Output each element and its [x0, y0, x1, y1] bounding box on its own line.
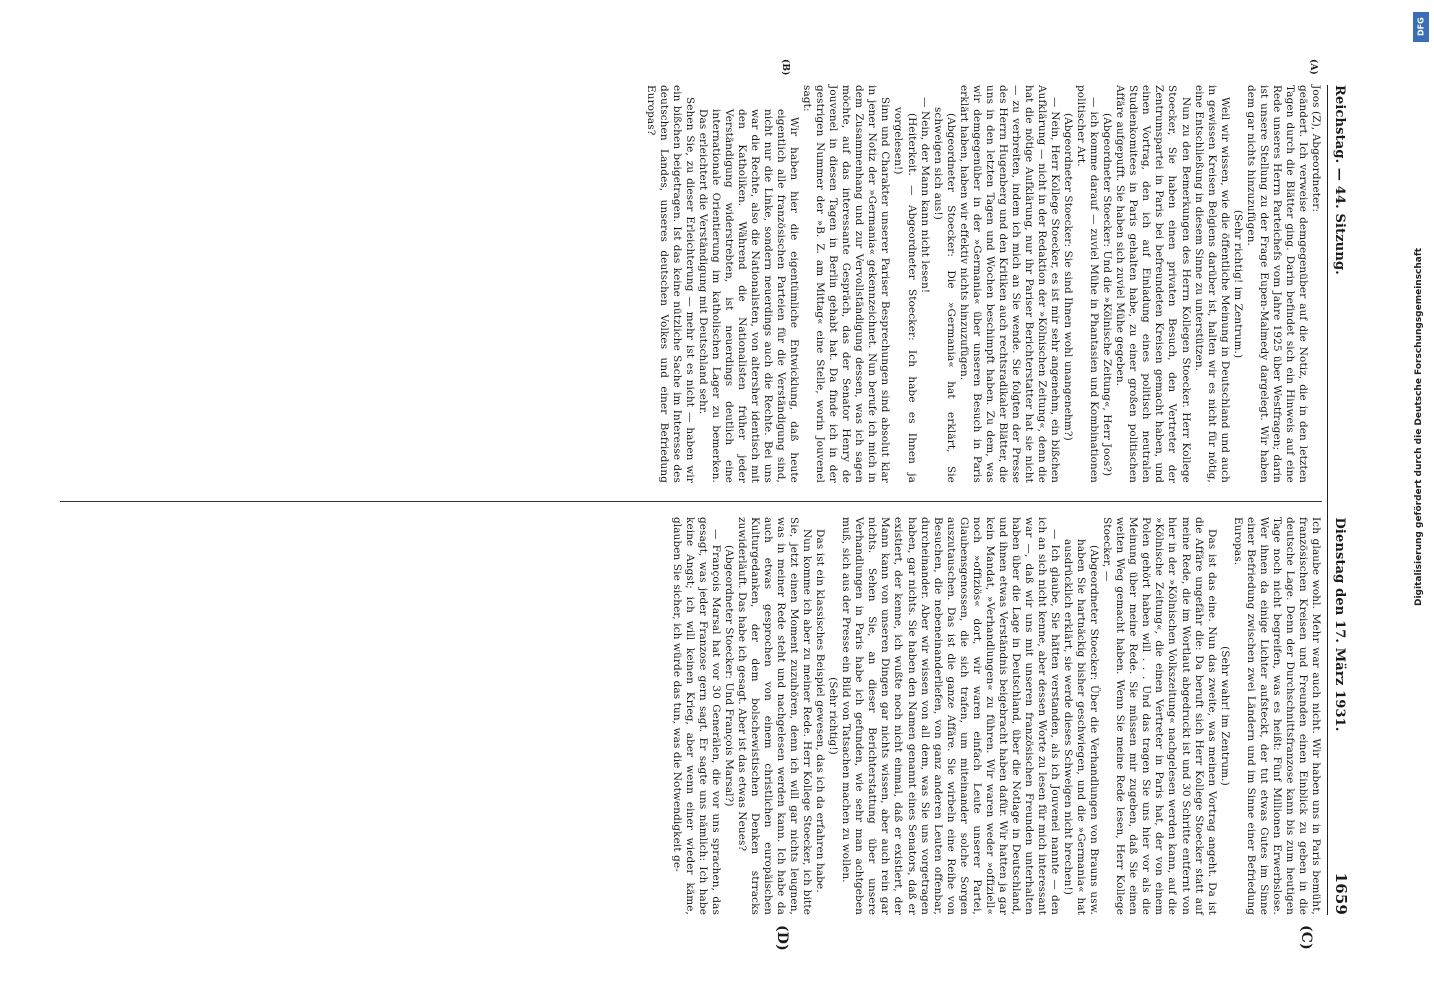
page-number: 1659 — [1332, 872, 1350, 915]
paragraph: Sehen Sie, zu dieser Erleichterung — mehr ist es nicht — haben wir ein bißchen beigetragen. Ist das keine nützliche Sache im Interesse des deutschen Landes, unseres deutschen Volkes und einer Befriedung Europas? — [644, 85, 696, 483]
paragraph: Sinn und Charakter unserer Pariser Besprechungen sind absolut klar in jener Notiz der »Germania« gekennzeichnet. Nun berufe ich mich in dem Zusammenhang und zur Vervollständigung dessen, was ich sagen möchte, auf das interessante Gespräch, das der Senator Henry de Jouvenel in diesen Tagen in Berlin gehabt hat. Da finde ich in der gestrigen Nummer der »B. Z. am Mittag« eine Stelle, worin Jouvenel sagt: — [801, 85, 892, 483]
dfg-logo: DFG — [1413, 12, 1429, 42]
paragraph: — Nein, Herr Kollege Stoecker, es ist mir sehr angenehm, ein bißchen Aufklärung — nicht in der Redaktion der »Kölnischen Zeitung«, denn die hat die nötige Aufklärung, nur ihr Pariser Berichterstatter hat sie nicht — zu verbreiten, indem ich mich an Sie wende. Sie folgten der Presse des Herrn Hugenberg und den Kritiken auch rechtsradikaler Blätter, die uns in den letzten Tagen und Wochen beschimpft haben. Zu dem, was wir demgegenüber in der »Germania« über unseren Besuch in Paris erklärt haben, haben wir effektiv nichts hinzuzufügen. — [957, 85, 1062, 483]
header-date: Dienstag den 17. März 1931. — [1332, 517, 1347, 732]
interjection: (Abgeordneter Stoecker: Die »Germania« hat erklärt, Sie schweigen sich aus!) — [931, 107, 957, 483]
digitization-credit — [1410, 0, 1434, 1000]
interjection: (Abgeordneter Stoecker: Sie sind Ihnen wohl unangenehm?) — [1062, 113, 1075, 441]
paragraph: — Nein, der Mann kann nicht lesen! — [918, 97, 931, 294]
paragraph: Weil wir wissen, wie die öffentliche Meinung in Deutschland und auch in gewissen Kreisen Belgiens darüber ist, halten wir es nicht für nötig, eine Entschließung in diesem Sinne zu unterstützen. — [1192, 85, 1231, 483]
column-divider — [60, 501, 1322, 502]
paragraph: Joos (Z), Abgeordneter: — [1310, 85, 1322, 213]
left-column — [60, 85, 1322, 483]
margin-marker-a: (A) — [1308, 59, 1318, 75]
credit-text: Digitalisierung gefördert durch die Deutsche Forschungsgemeinschaft — [1414, 247, 1424, 606]
header-rule — [1327, 85, 1328, 915]
interjection: (Heiterkeit. — Abgeordneter Stoecker: Ich habe es Ihnen ja vorgelesen!) — [892, 107, 918, 483]
paragraph: Das ist das eine. Nun das zweite, was meinen Vortrag angeht. Da ist die Affäre ungefähr die: Da beruft sich Herr Kollege Stoecker statt auf meine Rede, die im Wortlaut abgedruckt ist und 30 Schritte entfernt von hier in der »Kölnischen Volkszeitung« nachgelesen werden kann, auf die »Kölnische Zeitung«, die einen Vertreter in Paris hat, der von einem Polen gehört haben will . . . Und das tragen Sie uns hier vor als die Meinung über meine Rede. Sie müssen mir zugeben, daß Sie einen weiten Weg gemacht haben. Wenn Sie meine Rede lesen, Herr Kollege Stoecker, — — [1101, 517, 1218, 915]
margin-marker-b: (B) — [780, 59, 790, 76]
paragraph: Ich glaube wohl. Mehr war auch nicht. Wir haben uns in Paris bemüht, französischen Kreisen und Freunden einen Einblick zu geben in die deutsche Lage. Denn der Durchschnittsfranzose kann bis zum heutigen Tage noch nicht begreifen, was es heißt: Fünf Millionen Erwerbslose. Wer ihnen da einige Lichter aufsteckt, der tut etwas Gutes im Sinne einer Befriedung zwischen zwei Ländern und im Sinne einer Befriedung Europas. — [1231, 517, 1322, 915]
margin-marker-c: (C) — [1298, 925, 1314, 950]
paragraph: Das ist ein klassisches Beispiel gewesen, das ich da erfahren habe. — [814, 529, 827, 893]
interjection: (Abgeordneter Stoecker: Über die Verhandlungen von Brauns usw. haben Sie hartnäckig bisher geschwiegen, und die »Germania« hat ausdrücklich erklärt, sie werde dieses Schweigen nicht brechen!) — [1062, 539, 1101, 915]
paragraph: — ich komme darauf — zuviel Mühe in Phantasien und Kombinationen politischer Art. — [1075, 85, 1101, 483]
rotated-printed-page — [60, 59, 1350, 951]
paragraph: — Ich glaube, Sie hätten verstanden, als ich Jouvenel nannte — den ich an sich nicht kenne, aber dessen Worte zu lesen für mich interessant war —, daß wir uns mit unseren französischen Freunden unterhalten haben über die Lage in Deutschland, über die Notlage in Deutschland, und ihnen etwas Verständnis beigebracht haben dafür. Wir hatten ja gar kein Mandat, »Verhandlungen« zu führen. Wir waren weder »offiziell« noch »offiziös« dort, wir waren einfach Leute unserer Partei, Glaubensgenossen, die sich trafen, um miteinander solche Sorgen auszutauschen. Das ist die ganze Affäre. Sie wirbeln eine Reihe von Besuchen, die nebeneinanderliefen, von ganz anderen Leuten offenbar, durcheinander. Aber wir wissen von all dem, was Sie uns vorgetragen haben, gar nichts. Sie haben den Namen genannt eines Senators, daß er existiert, der kenne, ich wußte noch nicht einmal, daß er existiert, der Mann kann von unseren Dingen gar nichts wissen, aber auch rein gar nichts. Sehen Sie, an dieser Berichterstattung über unsere Verhandlungen in Paris habe ich gefunden, wie sehr man achtgeben muß, sich aus der Presse ein Bild von Tatsachen machen zu wollen. — [840, 517, 1062, 915]
interjection: (Abgeordneter Stoecker: Und François Marsal?) — [722, 545, 735, 807]
interjection: (Abgeordneter Stoecker: Und die »Kölnische Zeitung«, Herr Joos?) — [1101, 113, 1114, 477]
running-header — [1328, 85, 1350, 915]
applause-note: (Sehr wahr! im Zentrum.) — [1218, 646, 1231, 786]
header-session: Reichstag. — 44. Sitzung. — [1332, 85, 1347, 275]
paragraph: Nun komme ich aber zu meiner Rede. Herr Kollege Stoecker, ich bitte Sie, jetzt einen Moment zuzuhören, denn ich will gar nichts leugnen, was in meiner Rede steht und nachgelesen werden kann. Ich habe da auch etwas gesprochen von einem christlichen europäischen Kulturgedanken, der dem bolschewistischen Denken strracks zuwiderläuft. Das habe ich gesagt. Aber ist das etwas Neues? — [735, 517, 814, 915]
quotation: Wir haben hier die eigentümliche Entwicklung, daß heute eigentlich alle französischen Parteien für die Verständigung sind, nicht nur die Linke, sondern neuerdings auch die Rechte. Bei uns war die Rechte, also die Nationalisten, von altersher identisch mit den Katholiken. Während die Nationalisten früher jeder Verständigung widerstrebten, ist neuerdings deutlich eine internationale Orientierung im katholischen Lager zu bemerken. Das erleichtert die Verständigung mit Deutschland sehr. — [696, 109, 801, 483]
paragraph: Nun zu den Bemerkungen des Herrn Kollegen Stoecker. Herr Kollege Stoecker, Sie haben einen privaten Besuch, den Vertreter der Zentrumspartei in Paris bei befreundeten Kreisen gemacht haben, und einen Vortrag, den ich auf Einladung eines politisch neutralen Studienkomitees in Paris gehalten habe, zu einer großen politischen Affäre aufgepufft. Sie haben sich zuviel Mühe gegeben. — [1114, 85, 1192, 483]
applause-note: (Sehr richtig! im Zentrum.) — [1231, 209, 1244, 359]
margin-marker-d: (D) — [774, 925, 790, 951]
paragraph: — François Marsal hat vor 30 Generälen, die vor uns sprachen, das gesagt, was jeder Franzose gern sagt. Er sagte uns nämlich: Ich habe keine Angst; ich will keinen Krieg, aber wenn einer wieder käme, glauben Sie sicher, ich würde das tun, was die Notwendigkeit ge- — [670, 517, 722, 915]
applause-note: (Sehr richtig!) — [827, 677, 840, 755]
right-column — [60, 517, 1322, 915]
paragraph: geändert. Ich verweise demgegenüber auf die Notiz, die in den letzten Tagen durch die Blätter ging. Darin befindet sich ein Hinweis auf eine Rede unseres Herrn Parteichefs vom Jahre 1925 über Westfragen; darin ist unsere Stellung zu der Frage Eupen-Malmedy dargelegt. Wir haben dem gar nichts hinzuzufügen. — [1244, 85, 1309, 483]
